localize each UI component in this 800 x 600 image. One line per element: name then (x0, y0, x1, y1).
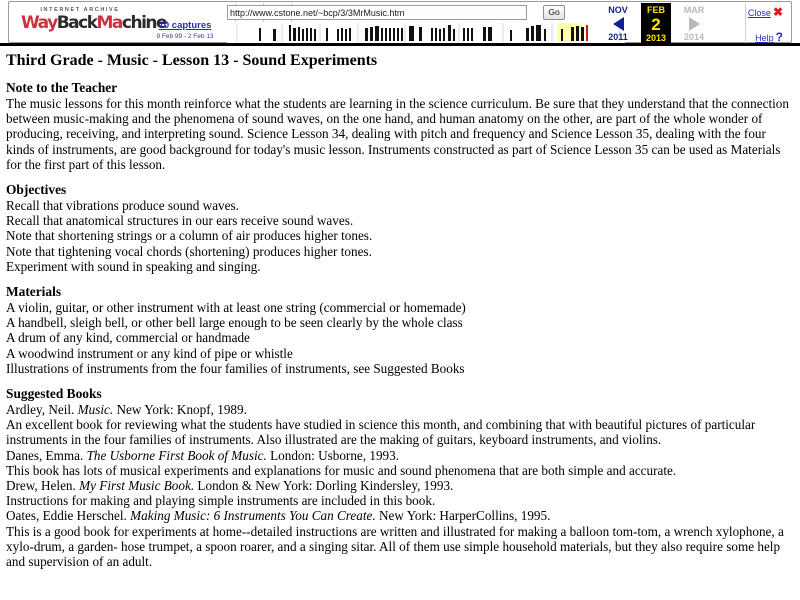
book-entry (6, 402, 794, 448)
toolbar-divider-4 (745, 3, 746, 43)
paragraph: The music lessons for this month reinforce what the students are learning in the science curriculum. Be sure that they understand that the connection between music-making and the phenomena of sound waves, on the one hand, and human anatomy on the other, are part of the whole wonder of producing, receiving, and interpreting sound. Science Lesson 34, dealing with pitch and frequency and Science Lesson 35, dealing with the four kinds of instruments, are good background for today's music lesson. Instruments constructed as part of Science Lesson 35 can be used as Materials for the first part of this lesson. (6, 96, 789, 172)
book-annotation: Instructions for making and playing simple instruments are included in this book. (6, 493, 436, 509)
section-suggested-books (6, 386, 794, 569)
book-entry (6, 448, 794, 478)
section-heading: Note to the Teacher (6, 80, 118, 95)
material-line: A handbell, sleigh bell, or other bell large enough to be seen clearly by the whole class (6, 315, 463, 331)
help-icon[interactable]: ? (775, 30, 783, 44)
book-author: Danes, Emma. (6, 447, 87, 463)
book-title: My First Music Book. (79, 478, 195, 494)
book-title: Making Music: 6 Instruments You Can Create. (130, 508, 376, 524)
book-title: Music. (77, 402, 114, 418)
help-button[interactable] (755, 30, 783, 44)
url-bar-container (227, 5, 565, 20)
book-entry (6, 508, 794, 569)
book-citation (6, 402, 794, 417)
section-body (6, 96, 794, 172)
wayback-machine-wordmark (21, 13, 167, 33)
book-publication: New York: Knopf, 1989. (113, 402, 247, 418)
material-line: Illustrations of instruments from the four families of instruments, see Suggested Books (6, 360, 465, 376)
close-icon[interactable]: ✖ (772, 5, 783, 19)
material-line: A woodwind instrument or any kind of pipe or whistle (6, 345, 293, 361)
capture-timeline[interactable] (227, 22, 625, 43)
section-body (6, 198, 794, 274)
url-input[interactable] (227, 5, 527, 20)
close-label[interactable]: Close (747, 8, 771, 18)
book-publication: London & New York: Dorling Kindersley, 1993. (194, 478, 454, 494)
book-citation (6, 478, 794, 493)
section-body (6, 300, 794, 376)
previous-month-label: NOV (608, 5, 628, 15)
timeline-sparkline[interactable] (227, 22, 625, 43)
close-toolbar-button[interactable] (748, 5, 783, 19)
section-materials (6, 284, 794, 376)
book-annotation: An excellent book for reviewing what the students have studied in science this month, and combining that with beautiful pictures of particular instruments in the four families of instruments. Also illustrated are the making of guitars, keyboard instruments, and violins. (6, 417, 756, 448)
objective-line: Note that tightening vocal chords (shortening) produces higher tones. (6, 243, 372, 259)
current-capture-date (641, 3, 671, 43)
book-annotation: This book has lots of musical experiments and explanations for music and sound phenomena that are both simple and accurate. (6, 462, 677, 478)
objective-line: Recall that vibrations produce sound waves. (6, 198, 239, 214)
go-button[interactable]: Go (543, 5, 565, 20)
captures-count-link[interactable]: 70 captures (158, 20, 212, 31)
current-year-label: 2013 (645, 33, 667, 43)
book-annotation: This is a good book for experiments at home--detailed instructions are written and illustrated for making a balloon tom-tom, a wrench xylophone, a xylo-drum, a garden- hose trumpet, a spoon roarer, and a singing sitar. All of them use simple household materials, but they also require some help and supervision of an adult. (6, 523, 784, 570)
material-line: A drum of any kind, commercial or handmade (6, 330, 250, 346)
toolbar-frame (8, 1, 792, 43)
objective-line: Experiment with sound in speaking and singing. (6, 258, 261, 274)
previous-arrow-icon[interactable] (613, 17, 624, 31)
section-heading: Suggested Books (6, 386, 102, 402)
book-citation (6, 448, 794, 463)
current-month-label: FEB (647, 5, 665, 15)
objective-line: Recall that anatomical structures in our ears receive sound waves. (6, 213, 354, 229)
logo-ma-text: Ma (96, 13, 122, 33)
wayback-machine-toolbar (0, 0, 800, 46)
next-arrow-icon[interactable] (689, 17, 700, 31)
timeline-current-year-highlight (557, 23, 583, 42)
archived-page-content (0, 46, 800, 569)
book-citation (6, 508, 794, 523)
book-publication: London: Usborne, 1993. (266, 447, 400, 463)
captures-summary (141, 20, 229, 41)
help-label[interactable]: Help (755, 33, 774, 43)
next-capture-nav[interactable] (673, 3, 715, 43)
book-title: The Usborne First Book of Music. (86, 447, 267, 463)
section-heading: Objectives (6, 182, 67, 198)
logo-chine-text: chine (121, 13, 167, 33)
page-title: Third Grade - Music - Lesson 13 - Sound Experiments (6, 52, 378, 69)
book-author: Drew, Helen. (6, 478, 80, 494)
objective-line: Note that shortening strings or a column of air produces higher tones. (6, 228, 373, 244)
section-objectives (6, 182, 794, 274)
book-publication: New York: HarperCollins, 1995. (375, 508, 551, 524)
captures-date-range: 9 Feb 99 - 2 Feb 13 (156, 33, 214, 40)
logo-way-text: Way (21, 13, 57, 33)
next-year-label: 2014 (683, 32, 705, 42)
current-day-label: 2 (651, 15, 661, 34)
wayback-machine-logo[interactable] (21, 5, 167, 39)
logo-back-text: Back (56, 13, 97, 33)
previous-capture-nav[interactable] (597, 3, 639, 43)
section-heading: Materials (6, 284, 62, 300)
date-navigator (597, 3, 737, 43)
previous-year-label: 2011 (608, 32, 628, 42)
material-line: A violin, guitar, or other instrument with at least one string (commercial or homemade) (6, 300, 466, 316)
section-note-to-teacher (6, 80, 794, 172)
book-author: Oates, Eddie Herschel. (6, 508, 131, 524)
section-body (6, 402, 794, 569)
internet-archive-wordmark: INTERNET ARCHIVE (40, 7, 120, 13)
next-month-label: MAR (683, 5, 705, 15)
timeline-current-capture-marker (586, 25, 588, 41)
book-author: Ardley, Neil. (6, 402, 78, 418)
book-entry (6, 478, 794, 508)
